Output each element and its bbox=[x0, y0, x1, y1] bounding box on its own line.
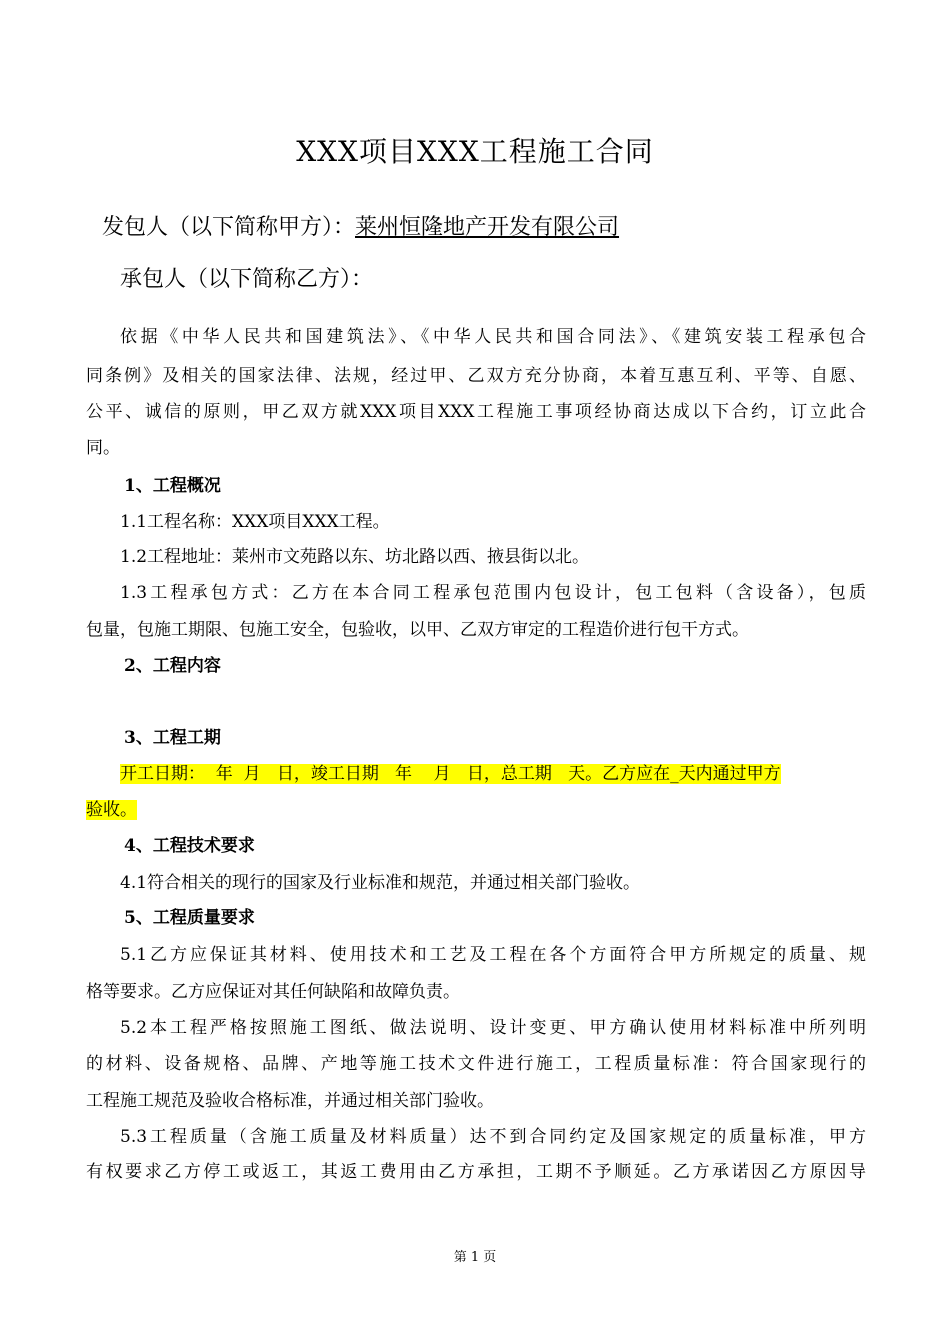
party-b-line bbox=[120, 262, 373, 293]
party-a-name: 莱州恒隆地产开发有限公司 bbox=[355, 215, 620, 240]
contract-title: XXX项目XXX工程施工合同 bbox=[296, 135, 654, 168]
intro-line: 同条例》及相关的国家法律、法规，经过甲、乙双方充分协商，本着互惠互利、平等、自愿、 bbox=[86, 366, 866, 386]
clause-line: 包量，包施工期限、包施工安全，包验收，以甲、乙双方审定的工程造价进行包干方式。 bbox=[86, 620, 749, 640]
clause-line bbox=[86, 798, 866, 822]
section-heading: 5、工程质量要求 bbox=[124, 908, 255, 928]
highlighted-text: 开工日期： 年 月 日，竣工日期 年 月 日，总工期 天。乙方应在_天内通过甲方 bbox=[120, 764, 781, 784]
clause-line: 5.3工程质量（含施工质量及材料质量）达不到合同约定及国家规定的质量标准，甲方 bbox=[120, 1127, 866, 1147]
section-heading: 3、工程工期 bbox=[124, 728, 221, 748]
section-heading: 4、工程技术要求 bbox=[124, 836, 255, 856]
clause-line: 4.1符合相关的现行的国家及行业标准和规范，并通过相关部门验收。 bbox=[120, 873, 641, 893]
section-heading: 2、工程内容 bbox=[124, 656, 221, 676]
party-a-label: 发包人（以下简称甲方）： bbox=[102, 215, 356, 240]
clause-line: 有权要求乙方停工或返工，其返工费用由乙方承担，工期不予顺延。乙方承诺因乙方原因导 bbox=[86, 1162, 866, 1182]
clause-line: 的材料、设备规格、品牌、产地等施工技术文件进行施工，工程质量标准：符合国家现行的 bbox=[86, 1054, 866, 1074]
highlighted-text: 验收。 bbox=[86, 800, 137, 820]
clause-line: 1.2工程地址：莱州市文苑路以东、坊北路以西、掖县街以北。 bbox=[120, 547, 590, 567]
party-b-label: 承包人（以下简称乙方）： bbox=[120, 267, 374, 292]
party-a-line bbox=[102, 210, 619, 241]
clause-line: 格等要求。乙方应保证对其任何缺陷和故障负责。 bbox=[86, 982, 460, 1002]
section-heading: 1、工程概况 bbox=[124, 476, 221, 496]
clause-line: 1.3工程承包方式：乙方在本合同工程承包范围内包设计，包工包料（含设备），包质 bbox=[120, 583, 866, 603]
intro-line: 公平、诚信的原则，甲乙双方就XXX项目XXX工程施工事项经协商达成以下合约，订立此合 bbox=[86, 402, 866, 422]
clause-line: 1.1工程名称：XXX项目XXX工程。 bbox=[120, 512, 390, 532]
intro-line: 同。 bbox=[86, 438, 120, 458]
intro-line: 依据《中华人民共和国建筑法》、《中华人民共和国合同法》、《建筑安装工程承包合 bbox=[120, 327, 866, 347]
clause-line: 5.2本工程严格按照施工图纸、做法说明、设计变更、甲方确认使用材料标准中所列明 bbox=[120, 1018, 866, 1038]
clause-line: 5.1乙方应保证其材料、使用技术和工艺及工程在各个方面符合甲方所规定的质量、规 bbox=[120, 945, 866, 965]
clause-line bbox=[120, 762, 866, 786]
clause-line: 工程施工规范及验收合格标准，并通过相关部门验收。 bbox=[86, 1091, 494, 1111]
page-number: 第 1 页 bbox=[453, 1250, 497, 1265]
